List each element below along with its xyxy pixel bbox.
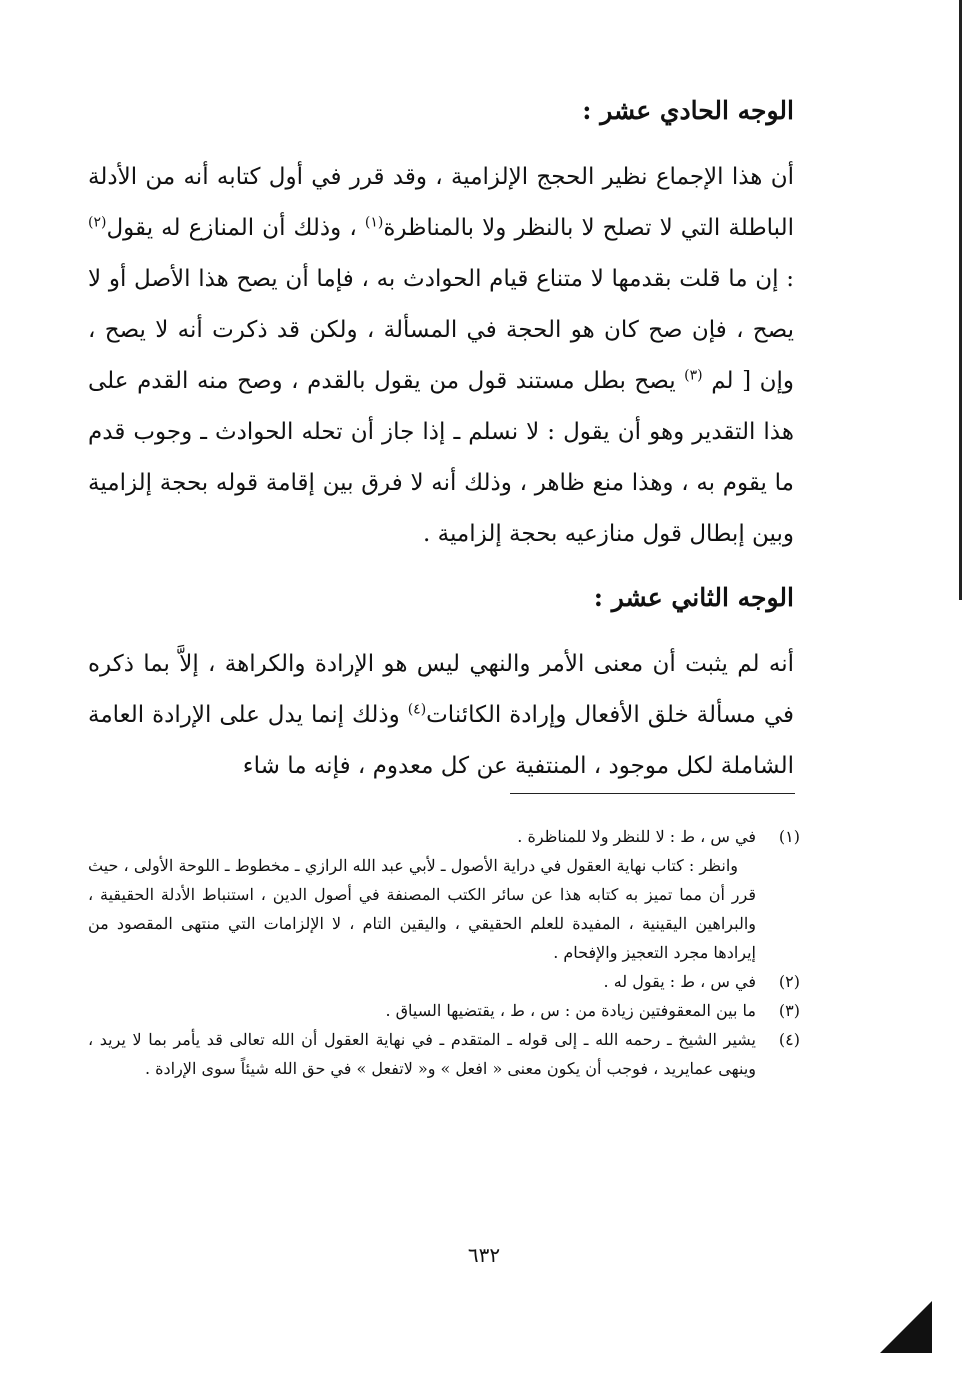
footnote-text: في س ، ط : يقول له . [603,972,756,991]
footnote-continuation: وانظر : كتاب نهاية العقول في دراية الأصول ـ لأبي عبد الله الرازي ـ مخطوط ـ اللوحة الأولى ، حيث قرر أن مما تميز به كتابه هذا عن سائر الكتب المصنفة في أصول الدين ، استنباط الأدلة الحقيقية ، والبراهين اليقينية ، المفيدة للعلم الحقيقي ، واليقين التام ، لا الإلزامات التي منتهى المقصود من إيرادها مجرد التعجيز والإفحام . [88,856,756,962]
footnote-2 [88,967,800,996]
scan-edge-line [959,0,962,600]
paragraph-text: يصح بطل مستند قول من يقول بالقدم ، وصح منه القدم على هذا التقدير وهو أن يقول : لا نسلم ـ إذا جاز أن تحله الحوادث ـ وجوب قدم ما يقوم به ، وهذا منع ظاهر ، وذلك أنه لا فرق بين إقامة قوله بحجة إلزامية وبين إبطال قول منازعيه بحجة إلزامية . [88,368,794,547]
paragraph-text: أنه لم يثبت أن معنى الأمر والنهي ليس هو الإرادة والكراهة ، إلاَّ بما ذكره في مسألة خلق الأفعال وإرادة الكائنات [88,651,794,728]
footnote-number: (١) [778,827,800,846]
footnote-text: ما بين المعقوفتين زيادة من : س ، ط ، يقتضيها السياق . [385,1001,756,1020]
footnote-ref-4[interactable]: (٤) [407,701,427,718]
footnote-text: في س ، ط : لا للنظر ولا للمناظرة . [517,827,756,846]
footnote-number: (٤) [778,1030,800,1049]
footnote-body [88,822,756,967]
footnote-ref-1[interactable]: (١) [364,214,384,231]
footnote-4 [88,1025,800,1083]
section-heading-twelfth: الوجه الثاني عشر : [593,583,794,612]
footnote-divider [510,793,795,794]
paragraph-eleventh [88,152,794,560]
corner-triangle-mark [880,1301,932,1353]
footnote-number: (٢) [778,972,800,991]
paragraph-text: ، وذلك أن المنازع له يقول [106,215,365,241]
footnotes-section [88,822,800,1083]
paragraph-twelfth [88,639,794,792]
paragraph-text: أن هذا الإجماع نظير الحجج الإلزامية ، وقد قرر في أول كتابه أنه من الأدلة الباطلة التي لا تصلح لا بالنظر ولا بالمناظرة [88,164,794,241]
page-number: ٦٣٢ [467,1243,501,1267]
footnote-1 [88,822,800,967]
footnote-ref-3[interactable]: (٣) [684,367,703,384]
footnote-number: (٣) [778,1001,800,1020]
footnote-ref-2[interactable]: (٢) [88,214,107,231]
section-heading-eleventh: الوجه الحادي عشر : [582,96,794,125]
paragraph-text: وذلك إنما يدل على الإرادة العامة الشاملة لكل موجود ، المنتفية عن كل معدوم ، فإنه ما شاء [88,702,794,779]
footnote-text: يشير الشيخ ـ رحمه الله ـ إلى قوله ـ المتقدم ـ في نهاية العقول أن الله تعالى قد يأمر بما لا يريد ، وينهى عمايريد ، فوجب أن يكون معنى « افعل » و« لاتفعل » في حق الله شيئاً سوى الإرادة . [88,1030,756,1078]
paragraph-text: : إن ما قلت بقدمها لا متناع قيام الحوادث به ، فإما أن يصح هذا الأصل أو لا يصح ، فإن صح كان هو الحجة في المسألة ، ولكن قد ذكرت أنه لا يصح ، وإن [ لم [88,266,794,394]
footnote-3 [88,996,800,1025]
